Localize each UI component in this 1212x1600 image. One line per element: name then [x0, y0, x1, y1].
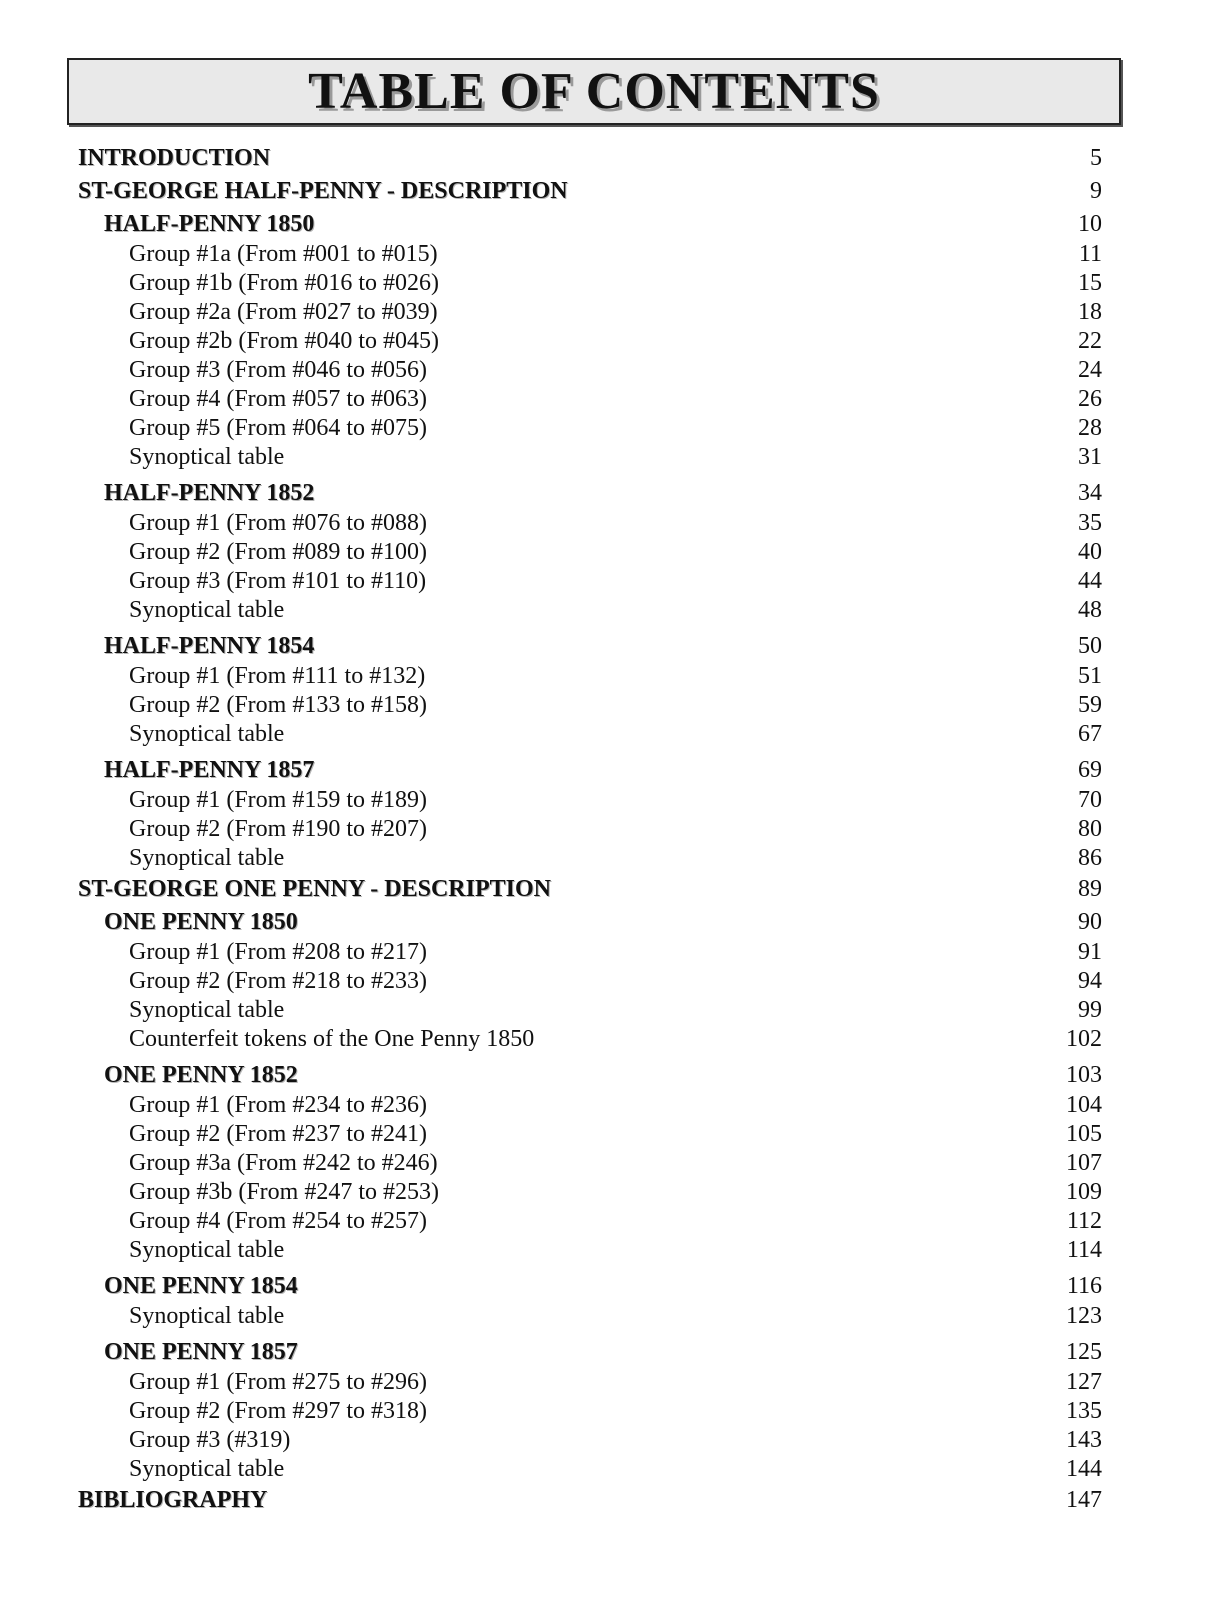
toc-item[interactable]: [78, 1120, 1102, 1149]
toc-item-label: Group #5 (From #064 to #075): [129, 415, 427, 441]
toc-subsection-label: HALF-PENNY 1854: [104, 633, 315, 659]
toc-item[interactable]: [78, 356, 1102, 385]
toc-item[interactable]: [78, 443, 1102, 472]
page-number: 11: [1078, 241, 1102, 267]
toc-item-label: Group #1 (From #159 to #189): [129, 787, 427, 813]
toc-item[interactable]: [78, 844, 1102, 873]
page-number: 99: [1078, 997, 1102, 1023]
page-number: 103: [1066, 1062, 1102, 1088]
toc-list: [78, 142, 1102, 1517]
toc-item[interactable]: [78, 1426, 1102, 1455]
toc-item-label: Group #2 (From #190 to #207): [129, 816, 427, 842]
page-number: 105: [1066, 1121, 1102, 1147]
toc-subsection-label: ONE PENNY 1857: [104, 1339, 298, 1365]
toc-subsection-label: HALF-PENNY 1850: [104, 211, 315, 237]
page-number: 28: [1078, 415, 1102, 441]
page-number: 9: [1090, 178, 1102, 204]
page-number: 147: [1066, 1487, 1102, 1513]
toc-item-label: Group #4 (From #057 to #063): [129, 386, 427, 412]
toc-item-label: Synoptical table: [129, 845, 285, 871]
page-number: 69: [1078, 757, 1102, 783]
toc-item[interactable]: [78, 720, 1102, 749]
page-number: 112: [1066, 1208, 1102, 1234]
toc-item[interactable]: [78, 996, 1102, 1025]
page-number: 135: [1066, 1398, 1102, 1424]
toc-section-label: ST-GEORGE HALF-PENNY - DESCRIPTION: [78, 178, 568, 204]
toc-item-label: Group #2 (From #297 to #318): [129, 1398, 427, 1424]
toc-subsection[interactable]: [78, 1336, 1102, 1368]
toc-item[interactable]: [78, 1091, 1102, 1120]
page-number: 24: [1078, 357, 1102, 383]
page-number: 104: [1066, 1092, 1102, 1118]
toc-item-label: Group #3 (From #101 to #110): [129, 568, 427, 594]
page-number: 143: [1066, 1427, 1102, 1453]
toc-item-label: Synoptical table: [129, 1303, 285, 1329]
toc-item[interactable]: [78, 1397, 1102, 1426]
toc-item-label: Group #3 (From #046 to #056): [129, 357, 427, 383]
page-number: 70: [1078, 787, 1102, 813]
page-number: 89: [1078, 876, 1102, 902]
page-number: 109: [1066, 1179, 1102, 1205]
toc-section[interactable]: [78, 1484, 1102, 1517]
page-number: 5: [1090, 145, 1102, 171]
page-number: 67: [1078, 721, 1102, 747]
toc-item[interactable]: [78, 269, 1102, 298]
toc-subsection[interactable]: [78, 477, 1102, 509]
toc-item[interactable]: [78, 1149, 1102, 1178]
toc-item[interactable]: [78, 538, 1102, 567]
toc-item-label: Group #1 (From #275 to #296): [129, 1369, 427, 1395]
toc-item[interactable]: [78, 1207, 1102, 1236]
toc-item[interactable]: [78, 567, 1102, 596]
toc-item-label: Group #2 (From #133 to #158): [129, 692, 427, 718]
page-number: 48: [1078, 597, 1102, 623]
page-number: 35: [1078, 510, 1102, 536]
page-number: 125: [1066, 1339, 1102, 1365]
toc-item[interactable]: [78, 1302, 1102, 1331]
page-number: 44: [1078, 568, 1102, 594]
page-number: 123: [1066, 1303, 1102, 1329]
page-number: 10: [1078, 211, 1102, 237]
toc-item-label: Group #3a (From #242 to #246): [129, 1150, 438, 1176]
toc-subsection[interactable]: [78, 208, 1102, 240]
toc-item-label: Group #4 (From #254 to #257): [129, 1208, 427, 1234]
page-number: 86: [1078, 845, 1102, 871]
toc-section[interactable]: [78, 873, 1102, 906]
toc-item-label: Synoptical table: [129, 597, 285, 623]
page-title: TABLE OF CONTENTS: [308, 63, 880, 120]
toc-item[interactable]: [78, 1178, 1102, 1207]
toc-item-label: Group #1b (From #016 to #026): [129, 270, 439, 296]
toc-subsection-label: ONE PENNY 1852: [104, 1062, 298, 1088]
toc-item[interactable]: [78, 1455, 1102, 1484]
page-number: 18: [1078, 299, 1102, 325]
toc-item[interactable]: [78, 786, 1102, 815]
toc-item[interactable]: [78, 240, 1102, 269]
toc-item-label: Group #2b (From #040 to #045): [129, 328, 439, 354]
page-number: 116: [1066, 1273, 1102, 1299]
toc-item-label: Group #1 (From #076 to #088): [129, 510, 427, 536]
toc-item-label: Group #3b (From #247 to #253): [129, 1179, 439, 1205]
toc-item[interactable]: [78, 967, 1102, 996]
page-number: 26: [1078, 386, 1102, 412]
toc-subsection[interactable]: [78, 630, 1102, 662]
toc-item-label: Synoptical table: [129, 444, 285, 470]
toc-item[interactable]: [78, 938, 1102, 967]
toc-section[interactable]: [78, 175, 1102, 208]
toc-item[interactable]: [78, 691, 1102, 720]
toc-item-label: Group #1a (From #001 to #015): [129, 241, 438, 267]
toc-section-label: ST-GEORGE ONE PENNY - DESCRIPTION: [78, 876, 551, 902]
toc-item[interactable]: [78, 1236, 1102, 1265]
toc-section-label: INTRODUCTION: [78, 145, 271, 171]
toc-item-label: Group #2 (From #089 to #100): [129, 539, 427, 565]
toc-item-label: Synoptical table: [129, 997, 285, 1023]
toc-item[interactable]: [78, 414, 1102, 443]
page-number: 91: [1078, 939, 1102, 965]
toc-item[interactable]: [78, 509, 1102, 538]
toc-subsection-label: ONE PENNY 1854: [104, 1273, 298, 1299]
page-number: 90: [1078, 909, 1102, 935]
toc-subsection-label: ONE PENNY 1850: [104, 909, 298, 935]
page-number: 50: [1078, 633, 1102, 659]
page-number: 15: [1078, 270, 1102, 296]
page-number: 114: [1066, 1237, 1102, 1263]
toc-item[interactable]: [78, 1025, 1102, 1054]
toc-subsection[interactable]: [78, 906, 1102, 938]
toc-subsection[interactable]: [78, 754, 1102, 786]
page-number: 144: [1066, 1456, 1102, 1482]
toc-item-label: Synoptical table: [129, 721, 285, 747]
toc-item-label: Group #1 (From #208 to #217): [129, 939, 427, 965]
page-number: 94: [1078, 968, 1102, 994]
toc-section[interactable]: [78, 142, 1102, 175]
toc-item[interactable]: [78, 596, 1102, 625]
page-number: 22: [1078, 328, 1102, 354]
toc-item[interactable]: [78, 815, 1102, 844]
toc-item-label: Group #2 (From #237 to #241): [129, 1121, 427, 1147]
toc-section-label: BIBLIOGRAPHY: [78, 1487, 268, 1513]
toc-item-label: Synoptical table: [129, 1456, 285, 1482]
toc-subsection[interactable]: [78, 1059, 1102, 1091]
page-number: 80: [1078, 816, 1102, 842]
toc-subsection-label: HALF-PENNY 1852: [104, 480, 315, 506]
toc-item[interactable]: [78, 298, 1102, 327]
page-number: 127: [1066, 1369, 1102, 1395]
toc-item[interactable]: [78, 385, 1102, 414]
page-number: 31: [1078, 444, 1102, 470]
toc-item-label: Group #2a (From #027 to #039): [129, 299, 438, 325]
toc-item-label: Group #3 (#319): [129, 1427, 291, 1453]
toc-item-label: Counterfeit tokens of the One Penny 1850: [129, 1026, 535, 1052]
toc-item-label: Group #2 (From #218 to #233): [129, 968, 427, 994]
page-number: 34: [1078, 480, 1102, 506]
page-number: 40: [1078, 539, 1102, 565]
page-number: 59: [1078, 692, 1102, 718]
page-number: 107: [1066, 1150, 1102, 1176]
toc-item[interactable]: [78, 1368, 1102, 1397]
toc-item[interactable]: [78, 327, 1102, 356]
toc-item[interactable]: [78, 662, 1102, 691]
toc-item-label: Group #1 (From #111 to #132): [129, 663, 426, 689]
toc-subsection[interactable]: [78, 1270, 1102, 1302]
title-banner: [67, 58, 1121, 125]
page-number: 51: [1078, 663, 1102, 689]
toc-item-label: Synoptical table: [129, 1237, 285, 1263]
page-number: 102: [1066, 1026, 1102, 1052]
toc-item-label: Group #1 (From #234 to #236): [129, 1092, 427, 1118]
toc-subsection-label: HALF-PENNY 1857: [104, 757, 315, 783]
